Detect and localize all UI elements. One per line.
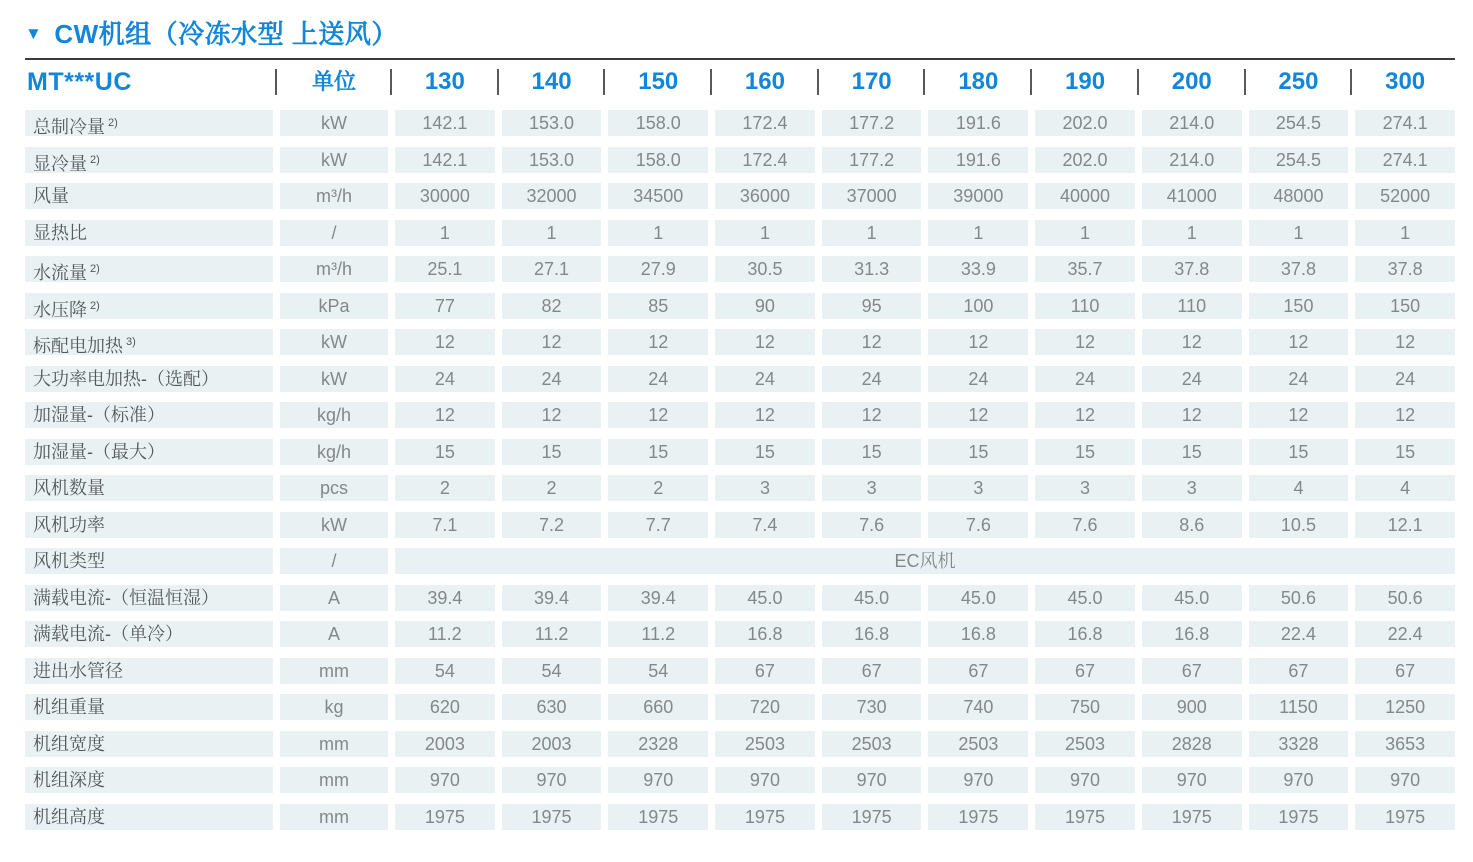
- model-series-header: MT***UC: [27, 68, 132, 96]
- merged-value-cell: EC风机: [395, 548, 1455, 574]
- spec-value-cell: 12: [608, 402, 708, 428]
- spec-value-cell: 1: [502, 220, 602, 246]
- spec-value-cell: 3653: [1355, 731, 1455, 757]
- spec-value-cell: 153.0: [502, 147, 602, 173]
- spec-value-cell: 2: [395, 475, 495, 501]
- triangle-down-icon: ▼: [25, 24, 43, 43]
- spec-value-cell: 12: [1355, 402, 1455, 428]
- spec-value-cell: 1975: [715, 804, 815, 830]
- row-label: 机组宽度: [25, 731, 273, 757]
- row-label: 显冷量 $^{2)}$: [25, 147, 273, 173]
- spec-value-cell: 274.1: [1355, 110, 1455, 136]
- spec-value-cell: 30.5: [715, 256, 815, 282]
- spec-value-cell: 12: [822, 329, 922, 355]
- row-unit: kPa: [280, 293, 388, 319]
- spec-value-cell: 970: [395, 767, 495, 793]
- spec-value-cell: 16.8: [1035, 621, 1135, 647]
- row-unit: kW: [280, 512, 388, 538]
- row-unit: kW: [280, 110, 388, 136]
- spec-value-cell: 12: [822, 402, 922, 428]
- spec-value-cell: 1250: [1355, 694, 1455, 720]
- spec-value-cell: 90: [715, 293, 815, 319]
- spec-value-cell: 24: [608, 366, 708, 392]
- spec-value-cell: 15: [1249, 439, 1349, 465]
- footnote-superscript: 2): [90, 299, 100, 312]
- spec-value-cell: 1: [1142, 220, 1242, 246]
- spec-value-cell: 177.2: [822, 110, 922, 136]
- row-label: 满载电流-（单冷）: [25, 621, 273, 647]
- spec-value-cell: 1975: [1035, 804, 1135, 830]
- spec-value-cell: 12: [928, 329, 1028, 355]
- spec-value-cell: 10.5: [1249, 512, 1349, 538]
- spec-value-cell: 3: [1142, 475, 1242, 501]
- spec-value-cell: 720: [715, 694, 815, 720]
- spec-value-cell: 15: [395, 439, 495, 465]
- spec-value-cell: 7.2: [502, 512, 602, 538]
- row-unit: kg/h: [280, 402, 388, 428]
- spec-value-cell: 50.6: [1249, 585, 1349, 611]
- spec-value-cell: 150: [1355, 293, 1455, 319]
- row-unit: kW: [280, 366, 388, 392]
- spec-value-cell: 45.0: [928, 585, 1028, 611]
- model-column-header: 130: [395, 61, 495, 103]
- spec-value-cell: 12: [1355, 329, 1455, 355]
- spec-value-cell: 254.5: [1249, 147, 1349, 173]
- spec-value-cell: 142.1: [395, 147, 495, 173]
- spec-value-cell: 970: [1249, 767, 1349, 793]
- spec-value-cell: 970: [608, 767, 708, 793]
- spec-value-cell: 77: [395, 293, 495, 319]
- spec-value-cell: 24: [715, 366, 815, 392]
- spec-value-cell: 12: [928, 402, 1028, 428]
- model-column-header: 250: [1249, 61, 1349, 103]
- spec-value-cell: 35.7: [1035, 256, 1135, 282]
- spec-value-cell: 15: [608, 439, 708, 465]
- spec-value-cell: 630: [502, 694, 602, 720]
- footnote-superscript: 2): [90, 153, 100, 166]
- row-unit: m³/h: [280, 256, 388, 282]
- spec-value-cell: 7.6: [1035, 512, 1135, 538]
- spec-value-cell: 67: [822, 658, 922, 684]
- spec-value-cell: 191.6: [928, 147, 1028, 173]
- spec-value-cell: 45.0: [822, 585, 922, 611]
- spec-value-cell: 1: [608, 220, 708, 246]
- spec-value-cell: 12: [1035, 402, 1135, 428]
- spec-value-cell: 24: [1142, 366, 1242, 392]
- spec-value-cell: 970: [715, 767, 815, 793]
- spec-value-cell: 970: [928, 767, 1028, 793]
- spec-value-cell: 67: [715, 658, 815, 684]
- spec-value-cell: 970: [1035, 767, 1135, 793]
- spec-value-cell: 54: [608, 658, 708, 684]
- spec-value-cell: 11.2: [395, 621, 495, 647]
- spec-value-cell: 620: [395, 694, 495, 720]
- spec-value-cell: 7.7: [608, 512, 708, 538]
- spec-value-cell: 22.4: [1355, 621, 1455, 647]
- row-unit: mm: [280, 658, 388, 684]
- spec-value-cell: 1: [822, 220, 922, 246]
- spec-value-cell: 3: [928, 475, 1028, 501]
- spec-value-cell: 15: [928, 439, 1028, 465]
- row-label: 机组深度: [25, 767, 273, 793]
- spec-value-cell: 27.1: [502, 256, 602, 282]
- spec-value-cell: 12: [395, 402, 495, 428]
- row-unit: A: [280, 585, 388, 611]
- spec-value-cell: 730: [822, 694, 922, 720]
- spec-value-cell: 30000: [395, 183, 495, 209]
- row-label: 水流量 $^{2)}$: [25, 256, 273, 282]
- spec-value-cell: 202.0: [1035, 147, 1135, 173]
- spec-value-cell: 100: [928, 293, 1028, 319]
- spec-value-cell: 24: [1249, 366, 1349, 392]
- spec-value-cell: 11.2: [608, 621, 708, 647]
- spec-value-cell: 45.0: [1142, 585, 1242, 611]
- row-unit: kW: [280, 147, 388, 173]
- footnote-superscript: 2): [108, 117, 118, 129]
- model-column-header: 300: [1355, 61, 1455, 103]
- spec-value-cell: 1975: [395, 804, 495, 830]
- spec-value-cell: 37000: [822, 183, 922, 209]
- spec-value-cell: 1975: [502, 804, 602, 830]
- spec-value-cell: 12: [1142, 329, 1242, 355]
- model-column-header: 200: [1142, 61, 1242, 103]
- spec-value-cell: 15: [1355, 439, 1455, 465]
- spec-value-cell: 16.8: [715, 621, 815, 647]
- spec-value-cell: 1975: [1142, 804, 1242, 830]
- spec-value-cell: 2: [502, 475, 602, 501]
- spec-value-cell: 24: [1355, 366, 1455, 392]
- spec-value-cell: 48000: [1249, 183, 1349, 209]
- spec-value-cell: 254.5: [1249, 110, 1349, 136]
- spec-value-cell: 2503: [715, 731, 815, 757]
- spec-value-cell: 12: [1249, 402, 1349, 428]
- row-unit: mm: [280, 731, 388, 757]
- spec-value-cell: 7.6: [822, 512, 922, 538]
- spec-table-body: [25, 110, 1455, 830]
- row-unit: mm: [280, 804, 388, 830]
- row-unit: kg: [280, 694, 388, 720]
- model-column-header: 180: [928, 61, 1028, 103]
- row-label: 风机数量: [25, 475, 273, 501]
- spec-value-cell: 31.3: [822, 256, 922, 282]
- spec-value-cell: 12: [502, 329, 602, 355]
- model-column-header: 150: [608, 61, 708, 103]
- spec-value-cell: 1975: [1249, 804, 1349, 830]
- spec-value-cell: 24: [502, 366, 602, 392]
- spec-value-cell: 15: [822, 439, 922, 465]
- spec-value-cell: 158.0: [608, 147, 708, 173]
- spec-value-cell: 16.8: [1142, 621, 1242, 647]
- spec-value-cell: 15: [715, 439, 815, 465]
- row-label: 加湿量-（标准）: [25, 402, 273, 428]
- spec-value-cell: 39000: [928, 183, 1028, 209]
- spec-value-cell: 1: [1355, 220, 1455, 246]
- spec-value-cell: 45.0: [715, 585, 815, 611]
- spec-value-cell: 900: [1142, 694, 1242, 720]
- spec-value-cell: 12: [715, 329, 815, 355]
- spec-value-cell: 2503: [1035, 731, 1135, 757]
- spec-value-cell: 2: [608, 475, 708, 501]
- model-column-header: 160: [715, 61, 815, 103]
- spec-value-cell: 25.1: [395, 256, 495, 282]
- spec-value-cell: 2003: [502, 731, 602, 757]
- spec-value-cell: 39.4: [608, 585, 708, 611]
- spec-value-cell: 67: [1035, 658, 1135, 684]
- spec-value-cell: 142.1: [395, 110, 495, 136]
- spec-value-cell: 172.4: [715, 147, 815, 173]
- row-label: 满载电流-（恒温恒湿）: [25, 585, 273, 611]
- model-column-header: 140: [502, 61, 602, 103]
- spec-value-cell: 274.1: [1355, 147, 1455, 173]
- row-label: 总制冷量 $^{2)}$: [25, 110, 273, 136]
- row-unit: mm: [280, 767, 388, 793]
- spec-value-cell: 3328: [1249, 731, 1349, 757]
- spec-value-cell: 1: [395, 220, 495, 246]
- spec-value-cell: 660: [608, 694, 708, 720]
- spec-value-cell: 1: [928, 220, 1028, 246]
- row-label: 大功率电加热-（选配）: [25, 366, 273, 392]
- spec-value-cell: 110: [1142, 293, 1242, 319]
- row-label: 机组重量: [25, 694, 273, 720]
- model-column-header: 170: [822, 61, 922, 103]
- row-label: 风机功率: [25, 512, 273, 538]
- row-unit: kW: [280, 329, 388, 355]
- spec-value-cell: 54: [502, 658, 602, 684]
- row-unit: pcs: [280, 475, 388, 501]
- spec-value-cell: 12: [395, 329, 495, 355]
- spec-value-cell: 1975: [608, 804, 708, 830]
- spec-value-cell: 41000: [1142, 183, 1242, 209]
- spec-value-cell: 970: [1355, 767, 1455, 793]
- spec-value-cell: 177.2: [822, 147, 922, 173]
- spec-value-cell: 67: [1142, 658, 1242, 684]
- row-label: 风量: [25, 183, 273, 209]
- spec-value-cell: 45.0: [1035, 585, 1135, 611]
- spec-value-cell: 54: [395, 658, 495, 684]
- spec-value-cell: 3: [1035, 475, 1135, 501]
- spec-value-cell: 12: [502, 402, 602, 428]
- footnote-superscript: 3): [126, 336, 136, 348]
- spec-value-cell: 8.6: [1142, 512, 1242, 538]
- spec-value-cell: 52000: [1355, 183, 1455, 209]
- spec-value-cell: 7.4: [715, 512, 815, 538]
- spec-value-cell: 32000: [502, 183, 602, 209]
- spec-value-cell: 1975: [928, 804, 1028, 830]
- spec-value-cell: 2328: [608, 731, 708, 757]
- spec-value-cell: 95: [822, 293, 922, 319]
- spec-value-cell: 1: [715, 220, 815, 246]
- spec-value-cell: 153.0: [502, 110, 602, 136]
- spec-value-cell: 12: [608, 329, 708, 355]
- spec-value-cell: 39.4: [502, 585, 602, 611]
- spec-value-cell: 85: [608, 293, 708, 319]
- row-unit: /: [280, 220, 388, 246]
- row-label: 风机类型: [25, 548, 273, 574]
- spec-value-cell: 24: [822, 366, 922, 392]
- row-unit: kg/h: [280, 439, 388, 465]
- spec-value-cell: 15: [1142, 439, 1242, 465]
- spec-value-cell: 39.4: [395, 585, 495, 611]
- spec-value-cell: 214.0: [1142, 147, 1242, 173]
- spec-value-cell: 158.0: [608, 110, 708, 136]
- spec-value-cell: 110: [1035, 293, 1135, 319]
- spec-value-cell: 2003: [395, 731, 495, 757]
- spec-value-cell: 7.6: [928, 512, 1028, 538]
- spec-value-cell: 970: [822, 767, 922, 793]
- spec-value-cell: 37.8: [1142, 256, 1242, 282]
- spec-value-cell: 7.1: [395, 512, 495, 538]
- row-label: 水压降 $^{2)}$: [25, 293, 273, 319]
- row-unit: m³/h: [280, 183, 388, 209]
- row-unit: /: [280, 548, 388, 574]
- spec-value-cell: 15: [502, 439, 602, 465]
- spec-value-cell: 11.2: [502, 621, 602, 647]
- table-header-row: [25, 61, 1455, 103]
- spec-value-cell: 202.0: [1035, 110, 1135, 136]
- header-rule: [25, 58, 1455, 60]
- spec-value-cell: 24: [1035, 366, 1135, 392]
- row-label: 进出水管径: [25, 658, 273, 684]
- spec-value-cell: 12: [1142, 402, 1242, 428]
- spec-value-cell: 15: [1035, 439, 1135, 465]
- unit-column-header: 单位: [280, 61, 388, 103]
- spec-value-cell: 3: [822, 475, 922, 501]
- spec-value-cell: 12: [1035, 329, 1135, 355]
- spec-value-cell: 3: [715, 475, 815, 501]
- spec-value-cell: 1: [1035, 220, 1135, 246]
- row-label: 显热比: [25, 220, 273, 246]
- spec-value-cell: 82: [502, 293, 602, 319]
- row-label: 加湿量-（最大）: [25, 439, 273, 465]
- spec-value-cell: 37.8: [1355, 256, 1455, 282]
- spec-value-cell: 1: [1249, 220, 1349, 246]
- row-unit: A: [280, 621, 388, 647]
- footnote-superscript: 2): [90, 263, 100, 275]
- spec-value-cell: 750: [1035, 694, 1135, 720]
- spec-value-cell: 50.6: [1355, 585, 1455, 611]
- spec-value-cell: 33.9: [928, 256, 1028, 282]
- spec-value-cell: 40000: [1035, 183, 1135, 209]
- spec-value-cell: 27.9: [608, 256, 708, 282]
- spec-value-cell: 16.8: [822, 621, 922, 647]
- row-label: 标配电加热 $^{3)}$: [25, 329, 273, 355]
- spec-value-cell: 67: [928, 658, 1028, 684]
- spec-value-cell: 67: [1355, 658, 1455, 684]
- spec-value-cell: 16.8: [928, 621, 1028, 647]
- spec-value-cell: 22.4: [1249, 621, 1349, 647]
- spec-value-cell: 1150: [1249, 694, 1349, 720]
- spec-value-cell: 214.0: [1142, 110, 1242, 136]
- section-title: [25, 14, 1455, 50]
- spec-value-cell: 191.6: [928, 110, 1028, 136]
- spec-value-cell: 172.4: [715, 110, 815, 136]
- spec-value-cell: 740: [928, 694, 1028, 720]
- spec-value-cell: 1975: [822, 804, 922, 830]
- spec-value-cell: 24: [395, 366, 495, 392]
- row-label: 机组高度: [25, 804, 273, 830]
- spec-value-cell: 67: [1249, 658, 1349, 684]
- spec-value-cell: 1975: [1355, 804, 1455, 830]
- spec-value-cell: 12: [715, 402, 815, 428]
- spec-value-cell: 34500: [608, 183, 708, 209]
- spec-value-cell: 970: [1142, 767, 1242, 793]
- spec-value-cell: 37.8: [1249, 256, 1349, 282]
- spec-value-cell: 4: [1249, 475, 1349, 501]
- spec-value-cell: 4: [1355, 475, 1455, 501]
- spec-value-cell: 24: [928, 366, 1028, 392]
- spec-value-cell: 150: [1249, 293, 1349, 319]
- section-title-text: CW机组（冷冻水型 上送风）: [54, 18, 398, 49]
- model-column-header: 190: [1035, 61, 1135, 103]
- spec-value-cell: 2503: [928, 731, 1028, 757]
- spec-value-cell: 12.1: [1355, 512, 1455, 538]
- spec-value-cell: 2828: [1142, 731, 1242, 757]
- spec-value-cell: 2503: [822, 731, 922, 757]
- spec-value-cell: 970: [502, 767, 602, 793]
- spec-value-cell: 12: [1249, 329, 1349, 355]
- spec-value-cell: 36000: [715, 183, 815, 209]
